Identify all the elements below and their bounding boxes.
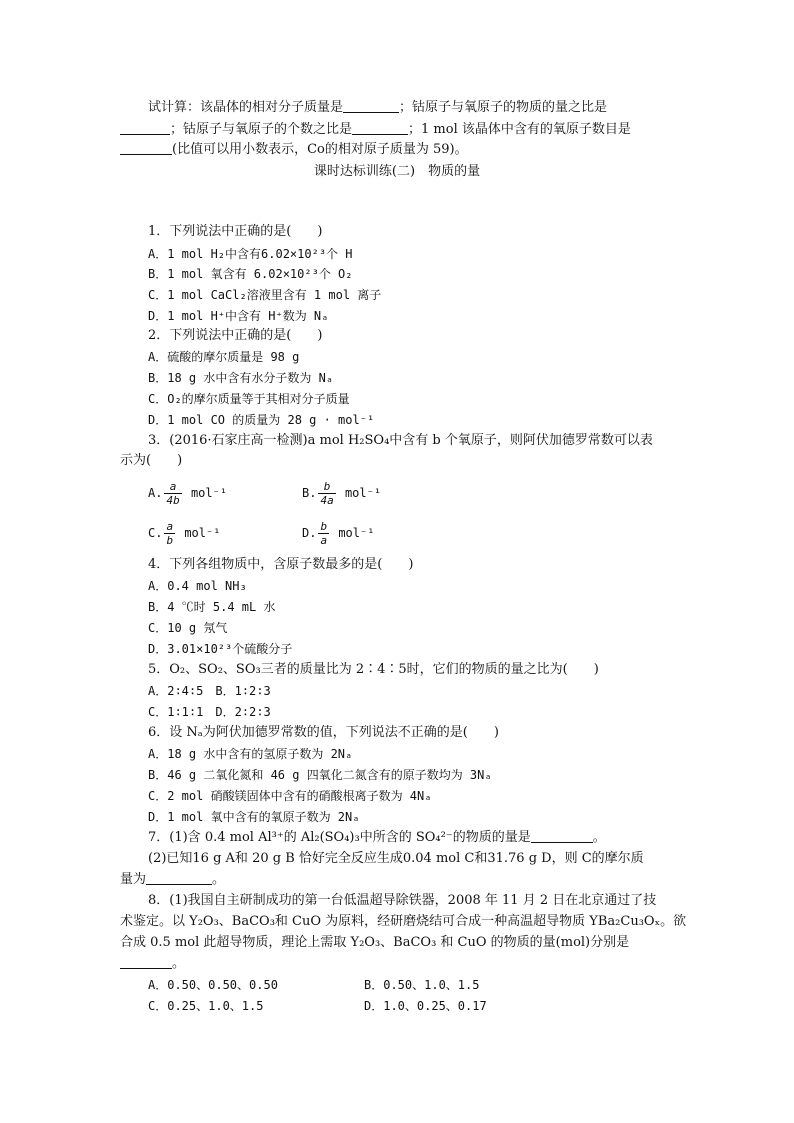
intro-line-1 [148, 98, 607, 118]
q1-stem: 1．下列说法中正确的是( ) [148, 224, 323, 239]
q7-part-2-cont: 量为 。 [120, 872, 226, 887]
q3-option-b: B. $\frac{b}{4a}$ mol⁻¹ [302, 480, 382, 507]
fraction: $\frac{a}{4b}$ [166, 480, 180, 507]
intro-line-3 [120, 140, 468, 160]
fraction: $\frac{b}{4a}$ [320, 480, 334, 507]
intro-line-2 [120, 120, 631, 140]
q6-stem: 6．设 Nₐ为阿伏加德罗常数的值，下列说法不正确的是( ) [148, 725, 499, 740]
q4-option-d: D．3.01×10²³个硫酸分子 [148, 642, 293, 656]
fraction: $\frac{b}{a}$ [320, 520, 328, 547]
q6-option-c: C．2 mol 硝酸镁固体中含有的硝酸根离子数为 4Nₐ [148, 789, 432, 803]
answer-blank [120, 954, 172, 969]
q1-option-c: C．1 mol CaCl₂溶液里含有 1 mol 离子 [148, 288, 382, 302]
intro-text: ；1 mol 该晶体中含有的氧原子数目是 [408, 122, 631, 137]
intro-text: ；钴原子与氧原子的物质的量之比是 [399, 100, 608, 115]
q3-option-c: C. $\frac{a}{b}$ mol⁻¹ [148, 520, 221, 547]
answer-blank [146, 870, 212, 885]
intro-text: (比值可以用小数表示，Co的相对原子质量为 59)。 [172, 142, 468, 157]
answer-blank [352, 120, 408, 135]
q2-option-b: B．18 g 水中含有水分子数为 Nₐ [148, 371, 334, 385]
answer-blank [343, 98, 399, 113]
q3-option-d: D. $\frac{b}{a}$ mol⁻¹ [302, 520, 375, 547]
q8-option-d: D．1.0、0.25、0.17 [364, 999, 487, 1013]
q4-option-c: C．10 g 氖气 [148, 621, 228, 635]
q7-part-1: 7．(1)含 0.4 mol Al³⁺的 Al₂(SO₄)₃中所含的 SO₄²⁻的物质的量是 。 [148, 830, 606, 845]
q1-option-b: B．1 mol 氧含有 6.02×10²³个 O₂ [148, 267, 353, 281]
q4-option-b: B．4 ℃时 5.4 mL 水 [148, 600, 276, 614]
q8-line-1: 8．(1)我国自主研制成功的第一台低温超导除铁器，2008 年 11 月 2 日在北京通过了技 [148, 893, 657, 908]
q8-line-2: 术鉴定。以 Y₂O₃、BaCO₃和 CuO 为原料，经研磨烧结可合成一种高温超导物质 YBa₂Cu₃Oₓ。欲 [120, 914, 687, 929]
q8-option-b: B．0.50、1.0、1.5 [364, 978, 480, 992]
q8-option-c: C．0.25、1.0、1.5 [148, 999, 264, 1013]
q1-option-d: D．1 mol H⁺中含有 H⁺数为 Nₐ [148, 309, 329, 323]
intro-text: 试计算：该晶体的相对分子质量是 [148, 100, 344, 115]
q2-option-d: D．1 mol CO 的质量为 28 g · mol⁻¹ [148, 413, 375, 427]
q8-line-4: 。 [120, 954, 185, 974]
q2-option-a: A．硫酸的摩尔质量是 98 g [148, 350, 300, 364]
intro-text: ；钴原子与氧原子的个数之比是 [170, 122, 353, 137]
answer-blank [531, 828, 593, 843]
answer-blank [120, 120, 170, 135]
q5-options-ab: A．2∶4∶5 B．1∶2∶3 [148, 684, 271, 698]
q6-option-a: A．18 g 水中含有的氢原子数为 2Nₐ [148, 747, 353, 761]
q6-option-b: B．46 g 二氧化氮和 46 g 四氧化二氮含有的原子数均为 3Nₐ [148, 768, 492, 782]
q3-stem: 3．(2016·石家庄高一检测)a mol H₂SO₄中含有 b 个氧原子，则阿伏加德罗常数可以表 [148, 433, 653, 448]
fraction: $\frac{a}{b}$ [166, 520, 174, 547]
q5-options-cd: C．1∶1∶1 D．2∶2∶3 [148, 705, 271, 719]
q3-stem-cont: 示为( ) [120, 453, 183, 468]
q5-stem: 5．O₂、SO₂、SO₃三者的质量比为 2∶4∶5时，它们的物质的量之比为( ) [148, 662, 599, 677]
q6-option-d: D．1 mol 氧中含有的氧原子数为 2Nₐ [148, 810, 360, 824]
section-title: 课时达标训练(二) 物质的量 [313, 164, 481, 179]
q2-stem: 2．下列说法中正确的是( ) [148, 328, 323, 343]
q3-option-a: A. $\frac{a}{4b}$ mol⁻¹ [148, 480, 228, 507]
q2-option-c: C．O₂的摩尔质量等于其相对分子质量 [148, 392, 350, 406]
q4-stem: 4．下列各组物质中，含原子数最多的是( ) [148, 557, 414, 572]
q7-part-2: (2)已知16 g A和 20 g B 恰好完全反应生成0.04 mol C和31.76 g D，则 C的摩尔质 [148, 851, 644, 866]
q8-option-a: A．0.50、0.50、0.50 [148, 978, 278, 992]
q4-option-a: A．0.4 mol NH₃ [148, 579, 247, 593]
q8-line-3: 合成 0.5 mol 此超导物质，理论上需取 Y₂O₃、BaCO₃ 和 CuO 的物质的量(mol)分别是 [120, 935, 630, 950]
q1-option-a: A．1 mol H₂中含有6.02×10²³个 H [148, 247, 353, 261]
answer-blank [120, 140, 172, 155]
